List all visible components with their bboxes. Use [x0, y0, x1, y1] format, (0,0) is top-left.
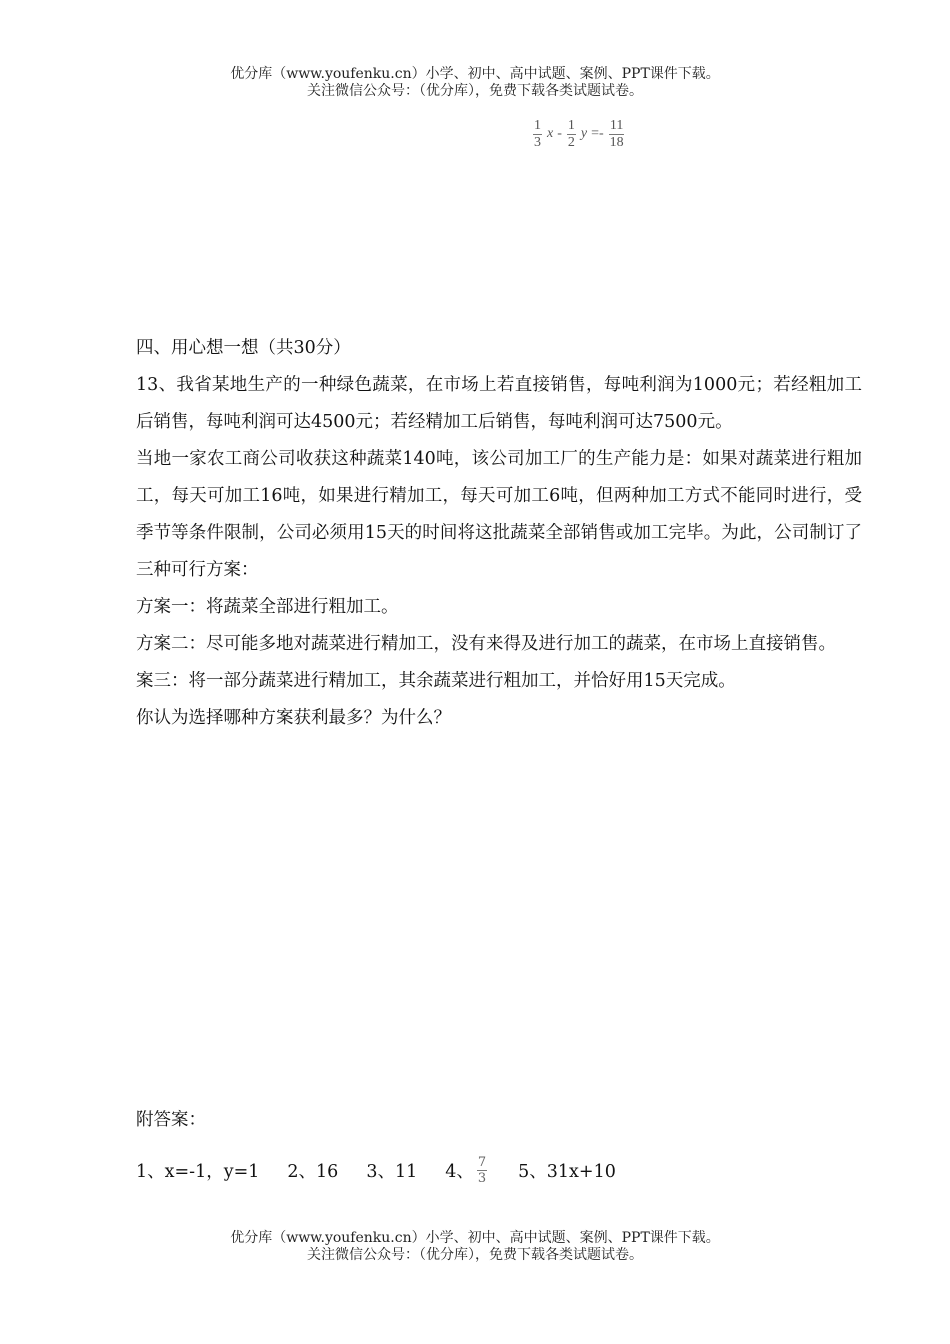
- operator-minus: -: [557, 126, 562, 141]
- answer-3: 3、11: [366, 1161, 418, 1182]
- fraction-denominator: 18: [609, 134, 624, 150]
- section-heading: 四、用心想一想（共30分）: [136, 338, 351, 358]
- answer-5: 5、31x+10: [518, 1161, 616, 1182]
- header-line-2: 关注微信公众号：（优分库），免费下载各类试题试卷。: [307, 83, 643, 99]
- footer-line-2: 关注微信公众号：（优分库），免费下载各类试题试卷。: [307, 1247, 643, 1263]
- fraction-one-half: [567, 118, 576, 151]
- question-13-ask: 你认为选择哪种方案获利最多？为什么？: [136, 708, 451, 728]
- fraction-numerator: 1: [567, 117, 575, 133]
- answer-1: 1、x=-1，y=1: [136, 1161, 260, 1182]
- variable-x: x: [547, 126, 554, 141]
- fraction-numerator: 11: [609, 117, 624, 133]
- question-13-intro: 13、我省某地生产的一种绿色蔬菜，在市场上若直接销售，每吨利润为1000元；若经粗加工后销售，每吨利润可达4500元；若经精加工后销售，每吨利润可达7500元。: [136, 375, 862, 432]
- answer-4: [445, 1155, 490, 1186]
- question-13-details: 当地一家农工商公司收获这种蔬菜140吨，该公司加工厂的生产能力是：如果对蔬菜进行粗加工，每天可加工16吨，如果进行精加工，每天可加工6吨，但两种加工方式不能同时进行，受季节等条件限制，公司必须用15天的时间将这批蔬菜全部销售或加工完毕。为此，公司制订了三种可行方案：: [136, 449, 862, 580]
- plan-one: 方案一：将蔬菜全部进行粗加工。: [136, 597, 399, 617]
- plan-three: 案三：将一部分蔬菜进行精加工，其余蔬菜进行粗加工，并恰好用15天完成。: [136, 671, 736, 691]
- answer-2: 2、16: [287, 1161, 339, 1182]
- page-footer: [0, 1230, 950, 1264]
- plan-two: 方案二：尽可能多地对蔬菜进行精加工，没有来得及进行加工的蔬菜，在市场上直接销售。: [136, 634, 836, 654]
- fraction-denominator: 3: [477, 1170, 487, 1186]
- header-line-1: 优分库（www.youfenku.cn）小学、初中、高中试题、案例、PPT课件下载。: [230, 66, 720, 82]
- answers-title: 附答案：: [136, 1110, 206, 1130]
- fraction-denominator: 2: [567, 134, 575, 150]
- fraction-numerator: 7: [477, 1154, 487, 1170]
- footer-line-1: 优分库（www.youfenku.cn）小学、初中、高中试题、案例、PPT课件下载。: [230, 1230, 720, 1246]
- fraction-one-third: [533, 118, 542, 151]
- fraction-numerator: 1: [534, 117, 541, 133]
- page-header: [0, 66, 950, 100]
- section-four: [136, 330, 862, 737]
- answer-4-prefix: 4、: [445, 1161, 474, 1182]
- answer-4-fraction: [477, 1155, 487, 1186]
- equation: [530, 112, 628, 156]
- answers-row: [136, 1150, 644, 1190]
- variable-y: y: [580, 126, 588, 141]
- fraction-eleven-eighteenths: [609, 118, 625, 151]
- operator-equals: =-: [591, 126, 604, 141]
- fraction-denominator: 3: [534, 134, 541, 150]
